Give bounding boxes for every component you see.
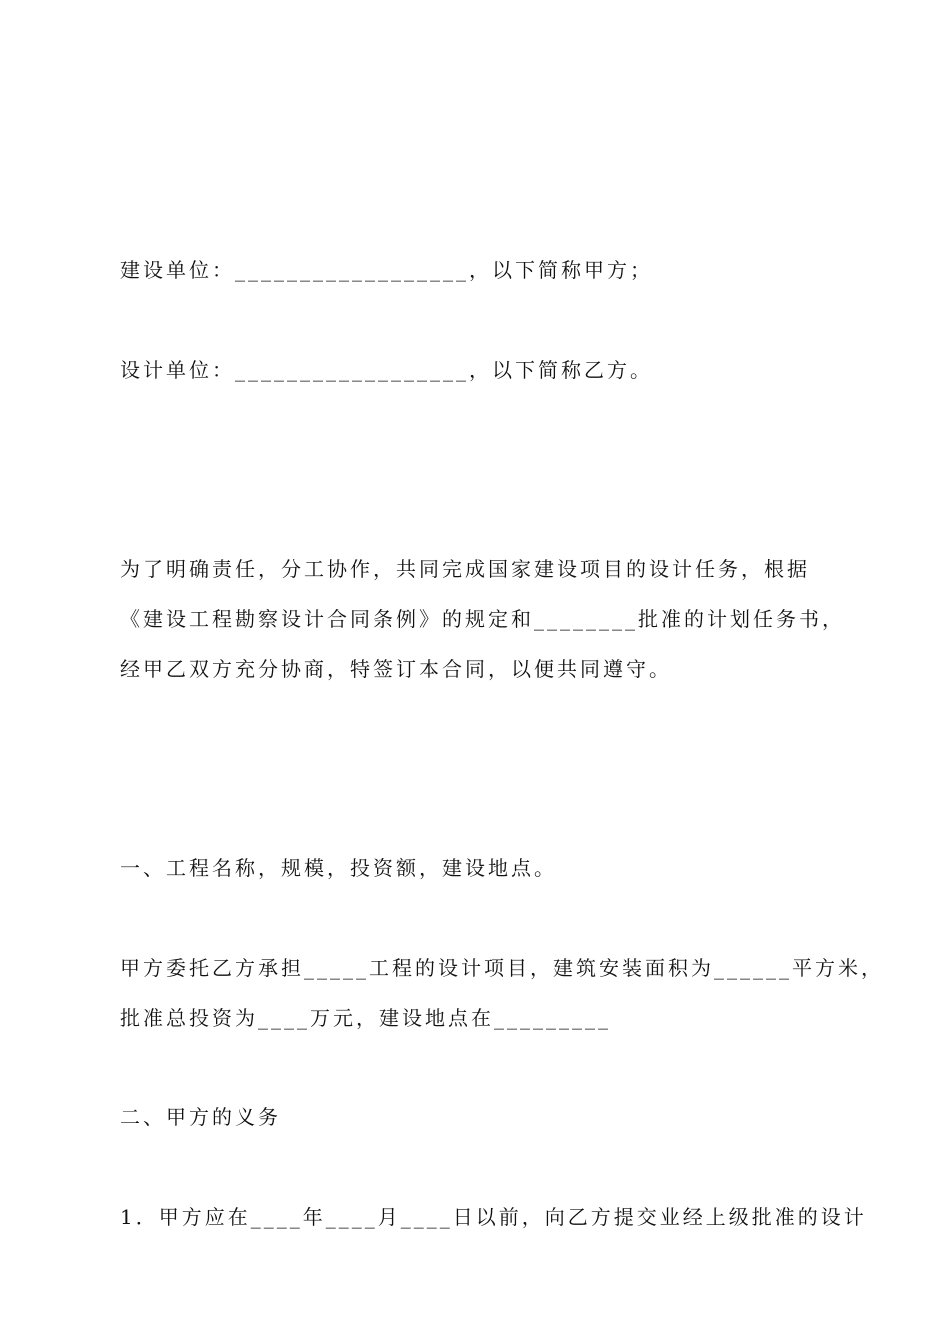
section-1-body-line-1: 甲方委托乙方承担_____工程的设计项目，建筑安装面积为______平方米， (120, 956, 884, 980)
preamble-line-1: 为了明确责任，分工协作，共同完成国家建设项目的设计任务，根据 (120, 557, 810, 581)
party-a-line: 建设单位：__________________，以下简称甲方； (120, 258, 653, 282)
preamble-line-2: 《建设工程勘察设计合同条例》的规定和________批准的计划任务书， (120, 607, 845, 631)
section-1-heading: 一、工程名称，规模，投资额，建设地点。 (120, 856, 557, 880)
clause-1-line: 1．甲方应在____年____月____日以前，向乙方提交业经上级批准的设计 (120, 1205, 867, 1229)
section-1-body-line-2: 批准总投资为____万元，建设地点在_________ (120, 1006, 611, 1030)
party-b-line: 设计单位：__________________，以下简称乙方。 (120, 358, 653, 382)
preamble-line-3: 经甲乙双方充分协商，特签订本合同，以便共同遵守。 (120, 657, 672, 681)
section-2-heading: 二、甲方的义务 (120, 1105, 281, 1129)
